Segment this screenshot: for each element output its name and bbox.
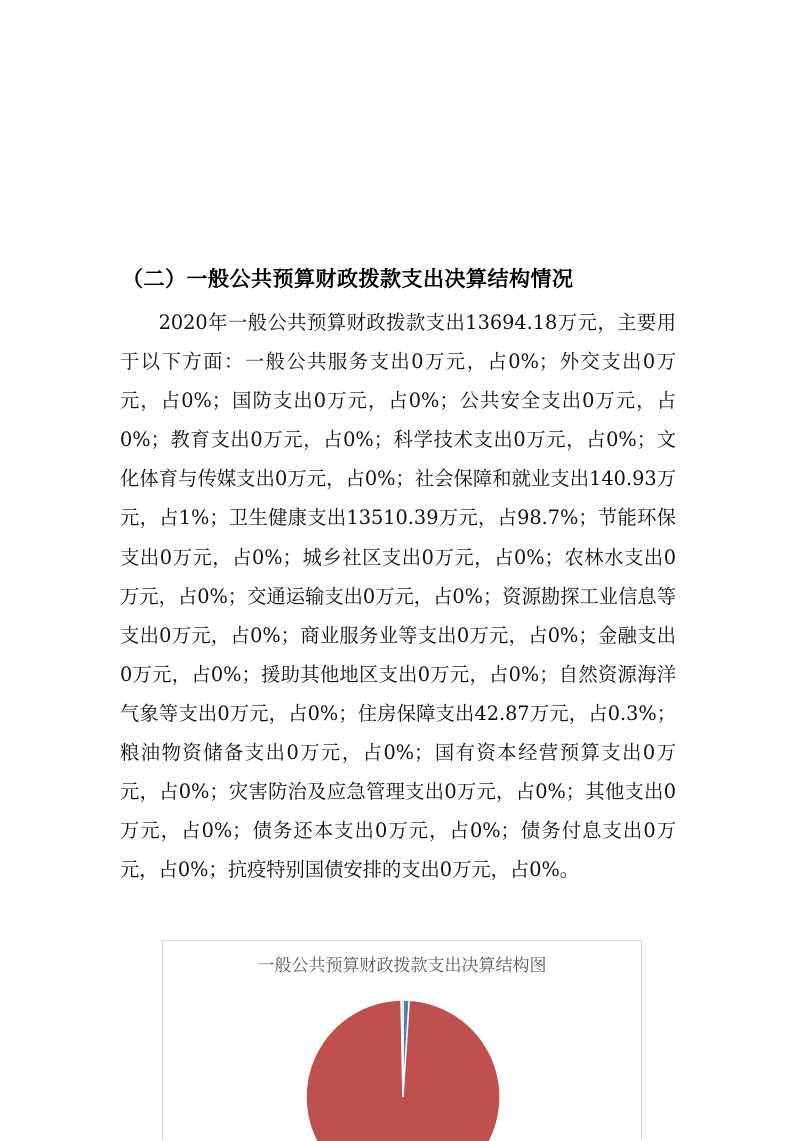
body-paragraph: 2020年一般公共预算财政拨款支出13694.18万元，主要用于以下方面：一般公共服务支出0万元，占0%；外交支出0万元，占0%；国防支出0万元，占0%；公共安全支出0万元，占0%；教育支出0万元，占0%；科学技术支出0万元，占0%；文化体育与传媒支出0万元，占0%；社会保障和就业支出140.93万元，占1%；卫生健康支出13510.39万元，占98.7%；节能环保支出0万元，占0%；城乡社区支出0万元，占0%；农林水支出0万元，占0%；交通运输支出0万元，占0%；资源勘探工业信息等支出0万元，占0%；商业服务业等支出0万元，占0%；金融支出0万元，占0%；援助其他地区支出0万元，占0%；自然资源海洋气象等支出0万元，占0%；住房保障支出42.87万元，占0.3%；粮油物资储备支出0万元，占0%；国有资本经营预算支出0万元，占0%；灾害防治及应急管理支出0万元，占0%；其他支出0万元，占0%；债务还本支出0万元，占0%；债务付息支出0万元，占0%；抗疫特别国债安排的支出0万元，占0%。 <box>120 311 676 882</box>
section-heading: （二）一般公共预算财政拨款支出决算结构情况 <box>122 267 574 291</box>
pie-chart-svg <box>163 941 641 1141</box>
pie-chart <box>162 940 642 1140</box>
chart-title: 一般公共预算财政拨款支出决算结构图 <box>257 956 547 976</box>
